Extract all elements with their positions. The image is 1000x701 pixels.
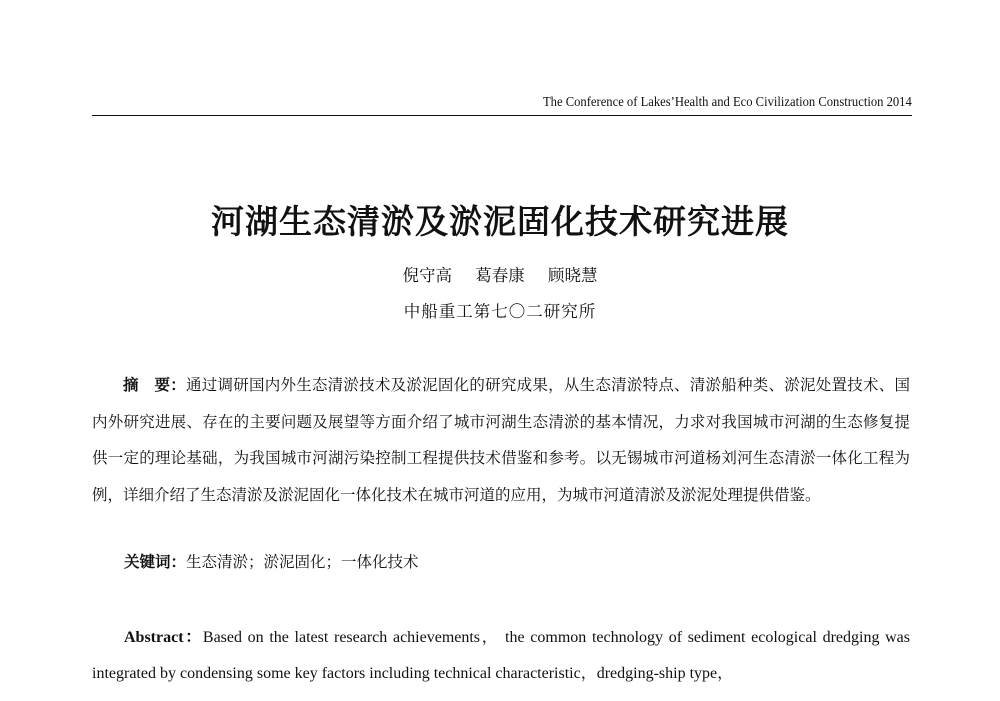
keywords-label: 关键词： xyxy=(124,552,187,571)
abstract-en xyxy=(92,620,910,692)
keywords-text: 生态清淤；淤泥固化；一体化技术 xyxy=(186,553,419,571)
abstract-cn xyxy=(92,367,910,513)
header-rule xyxy=(92,115,912,116)
paper-title: 河湖生态清淤及淤泥固化技术研究进展 xyxy=(211,202,789,241)
keywords xyxy=(124,550,419,572)
abstract-cn-label: 摘 要： xyxy=(123,375,186,394)
author-name: 葛春康 xyxy=(475,266,525,285)
abstract-cn-text: 通过调研国内外生态清淤技术及淤泥固化的研究成果，从生态清淤特点、清淤船种类、淤泥处置技术、国内外研究进展、存在的主要问题及展望等方面介绍了城市河湖生态清淤的基本情况，力求对我国城市河湖的生态修复提供一定的理论基础，为我国城市河湖污染控制工程提供技术借鉴和参考。以无锡城市河道杨刘河生态清淤一体化工程为例，详细介绍了生态清淤及淤泥固化一体化技术在城市河道的应用，为城市河道清淤及淤泥处理提供借鉴。 xyxy=(92,376,910,504)
author-name: 倪守高 xyxy=(402,266,452,285)
affiliation: 中船重工第七〇二研究所 xyxy=(403,302,597,321)
abstract-en-label: Abstract： xyxy=(124,629,203,646)
running-head: The Conference of Lakes’Health and Eco Civilization Construction 2014 xyxy=(543,95,912,110)
author-list xyxy=(0,262,1000,286)
abstract-en-text: Based on the latest research achievements， the common technology of sediment ecological dredging was integrated by condensing some key factors including technical characteristic，dredging-ship type， xyxy=(92,629,910,682)
author-name: 顾晓慧 xyxy=(548,266,598,285)
